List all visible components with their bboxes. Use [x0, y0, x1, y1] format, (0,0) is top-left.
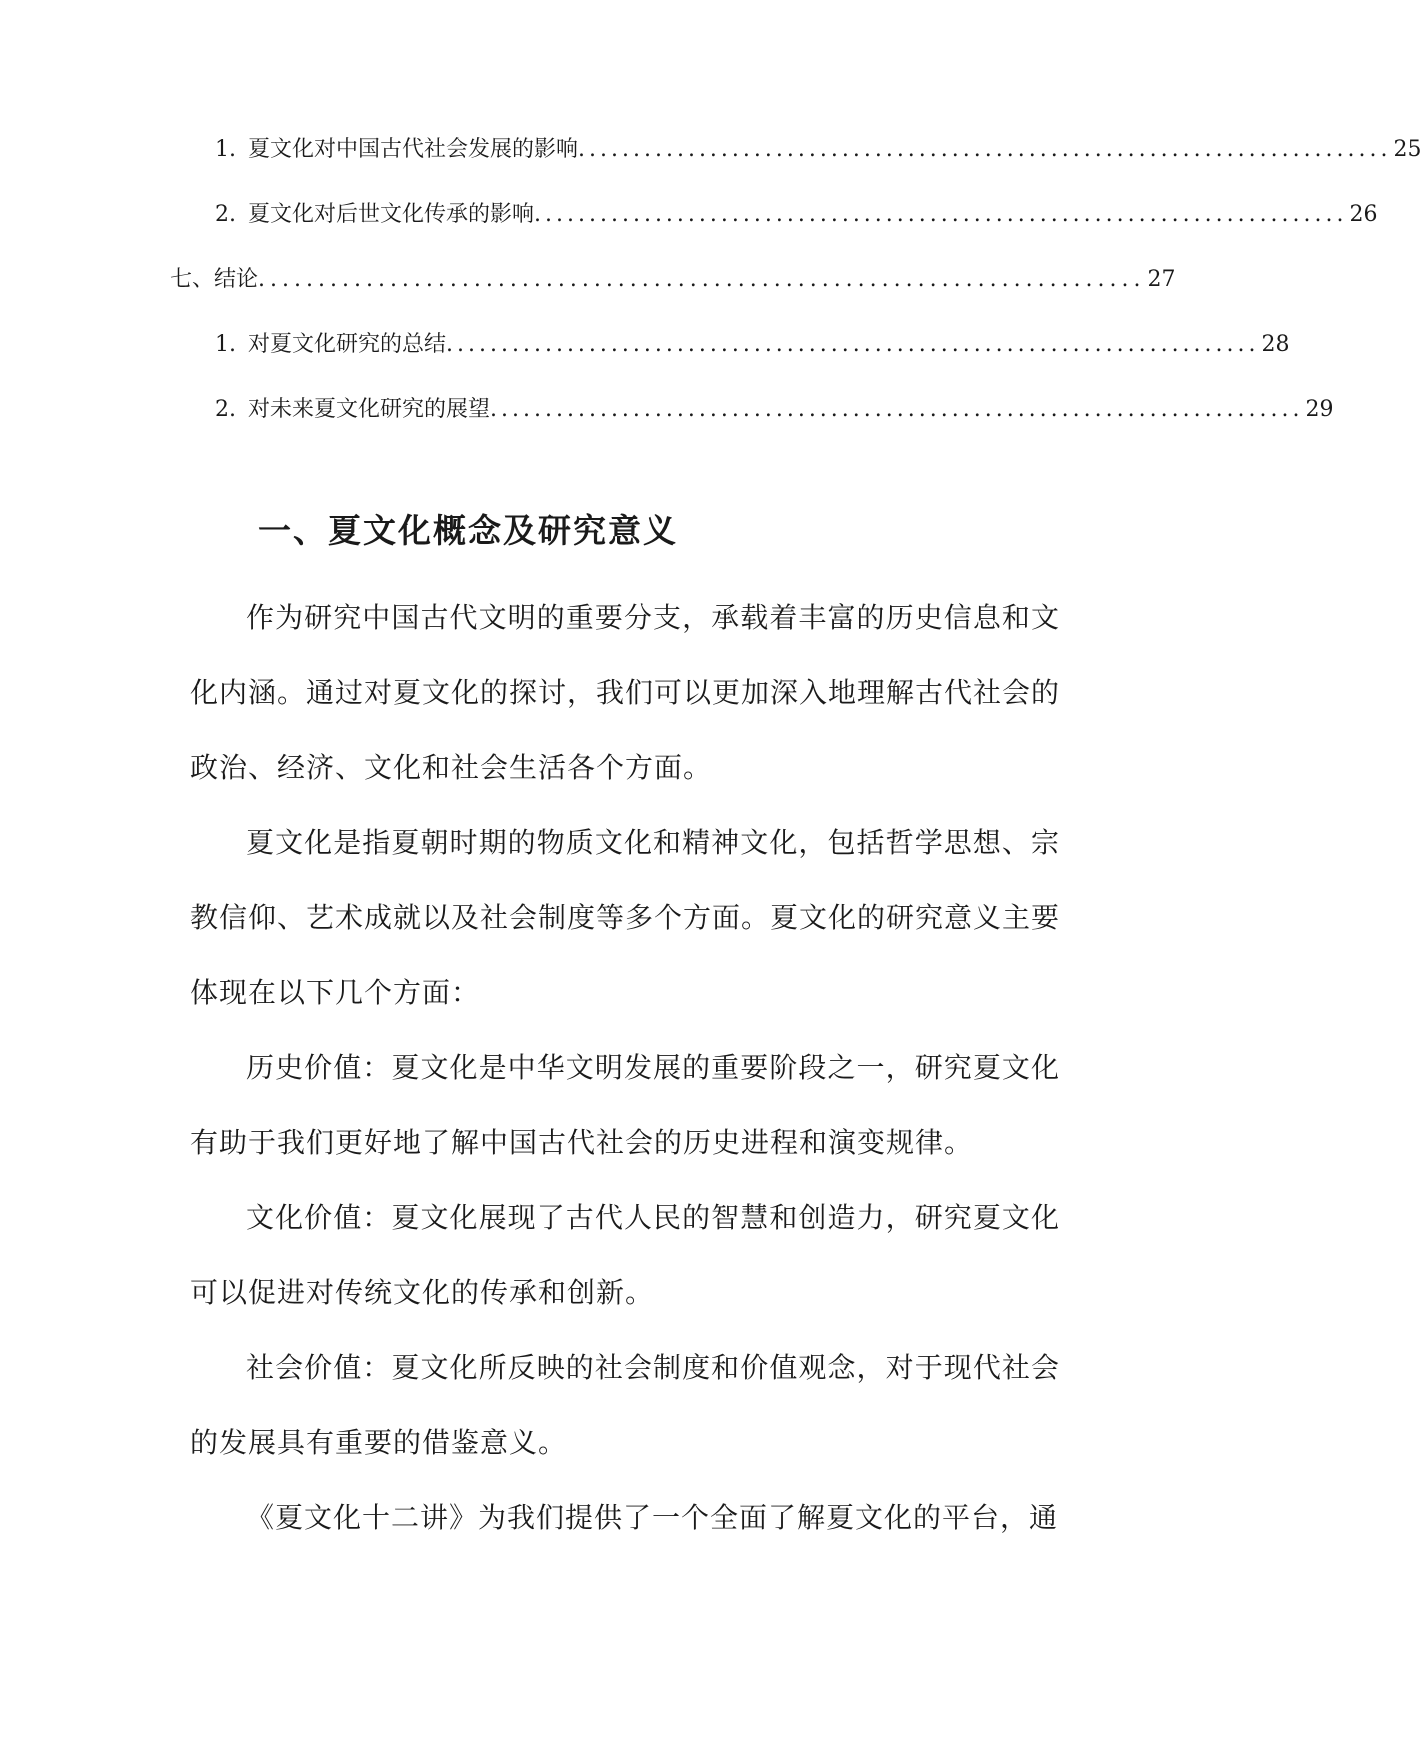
toc-dot-leader: ..........................................................................	[534, 202, 1348, 227]
toc-entry-number: 1.	[215, 332, 236, 357]
body-paragraph: 夏文化是指夏朝时期的物质文化和精神文化，包括哲学思想、宗教信仰、艺术成就以及社会制度等多个方面。夏文化的研究意义主要体现在以下几个方面：	[190, 826, 1061, 1009]
toc-entry[interactable]	[190, 130, 1422, 195]
toc-entry-page: 27	[1147, 267, 1176, 292]
body-paragraph: 文化价值：夏文化展现了古代人民的智慧和创造力，研究夏文化可以促进对传统文化的传承和创新。	[190, 1201, 1060, 1309]
body-paragraph: 社会价值：夏文化所反映的社会制度和价值观念，对于现代社会的发展具有重要的借鉴意义。	[190, 1351, 1060, 1459]
toc-entry[interactable]	[170, 260, 1176, 325]
toc-entry[interactable]	[190, 325, 1290, 390]
table-of-contents	[170, 130, 1422, 455]
toc-entry-number: 2.	[215, 202, 236, 227]
toc-entry-page: 29	[1305, 397, 1334, 422]
toc-dot-leader: ..........................................................................	[446, 332, 1260, 357]
toc-entry-number: 1.	[215, 137, 236, 162]
toc-dot-leader: ..........................................................................	[578, 137, 1392, 162]
section-body	[190, 580, 1060, 1555]
section-heading: 一、夏文化概念及研究意义	[258, 511, 678, 550]
body-paragraph: 《夏文化十二讲》为我们提供了一个全面了解夏文化的平台，通	[246, 1501, 1059, 1534]
body-paragraph: 历史价值：夏文化是中华文明发展的重要阶段之一，研究夏文化有助于我们更好地了解中国古代社会的历史进程和演变规律。	[190, 1051, 1060, 1159]
toc-dot-leader: ..........................................................................	[490, 397, 1304, 422]
toc-entry-page: 26	[1349, 202, 1378, 227]
toc-entry-title: 对夏文化研究的总结	[248, 332, 447, 357]
toc-entry-title: 夏文化对后世文化传承的影响	[248, 202, 535, 227]
toc-entry-title: 对未来夏文化研究的展望	[248, 397, 491, 422]
toc-dot-leader: ..........................................................................	[258, 267, 1146, 292]
toc-entry[interactable]	[190, 390, 1334, 455]
toc-entry-number: 2.	[215, 397, 236, 422]
toc-entry-title: 夏文化对中国古代社会发展的影响	[248, 137, 579, 162]
body-paragraph: 作为研究中国古代文明的重要分支，承载着丰富的历史信息和文化内涵。通过对夏文化的探讨，我们可以更加深入地理解古代社会的政治、经济、文化和社会生活各个方面。	[190, 601, 1061, 784]
toc-entry[interactable]	[190, 195, 1378, 260]
toc-entry-page: 25	[1393, 137, 1422, 162]
toc-entry-page: 28	[1261, 332, 1290, 357]
toc-entry-title: 七、结论	[170, 267, 259, 292]
